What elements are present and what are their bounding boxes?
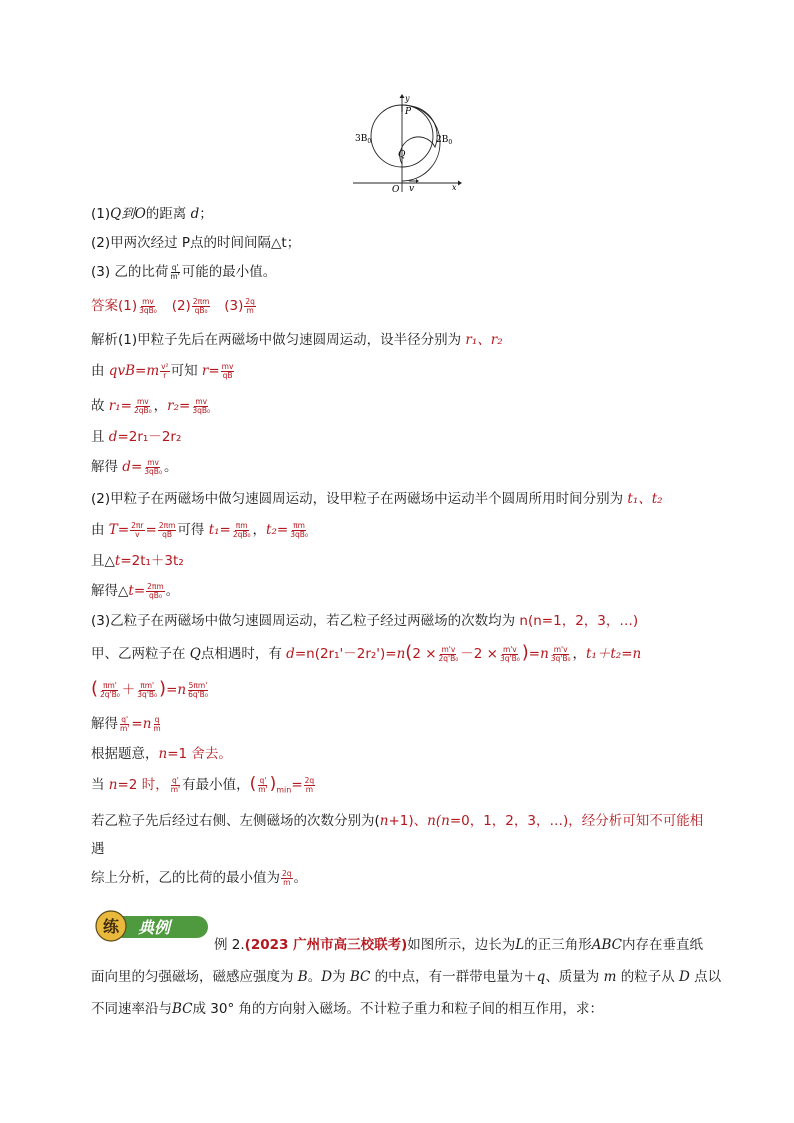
y-axis-arrow [400,94,405,98]
magnetic-field-figure [350,92,465,194]
analysis-line-15: 当 n=2 时， $\frac{q'}{m'}$ 有最小值，( $\frac{q'}{m'}$ )$_{min}=$ $\frac{2q}{m}$ [91,774,315,795]
question-1: (1)Q到O的距离 d； [91,206,213,222]
analysis-line-3: 故 r₁= $\frac{mv}{\text{2qB₀}}$ ，r₂= $\frac{mv}{\text{3qB₀}}$ [91,396,211,415]
analysis-line-13: 解得 $\frac{q'}{m'}$ =n $\frac{q}{m}$ [91,714,161,733]
analysis-line-12: ( $\frac{\pi m'}{\text{2q'B₀}}$ ＋ $\frac{\pi m'}{\text{3q'B₀}}$ )=n $\frac{5\pi m'}{\text{6q'B₀}}$ [91,678,208,699]
point-p-label: P [405,107,412,117]
velocity-label: v [409,184,415,194]
point-q-label: Q [398,150,406,160]
x-axis-arrow [458,181,462,186]
analysis-line-17: 遇 [91,841,105,857]
answer-line: 答案(1) $\frac{mv}{\text{3qB₀}}$ (2) $\frac{2\pi m}{\text{qB₀}}$ (3) $\frac{2q}{m}$ [91,296,255,315]
analysis-line-11: 甲、乙两粒子在 Q点相遇时，有 d=n(2r₁'－2r₂')=n(2 × $\frac{m'v}{\text{2q'B₀}}$ －2 × $\frac{m'v}{\text{3q'B₀}}$ )=n $\frac{m'v}{\text{3q'B₀}}$ ，t₁＋t₂=n [91,642,642,663]
analysis-line-1: 解析(1)甲粒子先后在两磁场中做匀速圆周运动，设半径分别为 r₁、r₂ [91,332,503,348]
analysis-line-5: 解得 d= $\frac{mv}{\text{3qB₀}}$ 。 [91,457,178,476]
figure-svg [350,92,465,194]
right-field-label: $2B_0$ [436,135,453,146]
question-2: (2)甲两次经过 P点的时间间隔△t； [91,235,301,251]
analysis-line-7: 由 T= $\frac{2\pi r}{v}$ = $\frac{2\pi m}{qB}$ 可得 t₁= $\frac{\pi m}{\text{2qB₀}}$ ，t₂= $\frac{\pi m}{\text{3qB₀}}$ [91,520,308,539]
analysis-line-9: 解得△t= $\frac{2\pi m}{\text{qB₀}}$ 。 [91,581,180,600]
example-line-1: 例 2.(2023 广州市高三校联考)如图所示，边长为L的正三角形ABC内存在垂直纸 [214,937,704,953]
analysis-line-6: (2)甲粒子在两磁场中做匀速圆周运动，设甲粒子在两磁场中运动半个圆周所用时间分别为 t₁、t₂ [91,491,663,507]
example-line-2: 面向里的匀强磁场，磁感应强度为 B。D为 BC 的中点，有一群带电量为＋q、质量为 m 的粒子从 D 点以 [91,969,722,985]
analysis-line-18: 综上分析，乙的比荷的最小值为 $\frac{2q}{m}$ 。 [91,868,308,887]
left-field-label: $3B_0$ [355,134,372,145]
analysis-line-4: 且 d=2r₁－2r₂ [91,429,182,445]
analysis-line-10: (3)乙粒子在两磁场中做匀速圆周运动，若乙粒子经过两磁场的次数均为 n(n=1，2，3，…) [91,613,639,629]
analysis-line-2: 由 qvB=m $\frac{\text{v²}}{r}$ 可知 r= $\frac{mv}{qB}$ [91,361,234,380]
axis-x-label: x [452,183,457,192]
example-badge [92,909,210,943]
badge-char: 练 [102,917,120,936]
origin-label: O [392,185,400,194]
question-3: (3) 乙的比荷 $\frac{q'}{m'}$ 可能的最小值。 [91,262,277,281]
badge-text: 典例 [137,918,171,937]
analysis-line-16: 若乙粒子先后经过右侧、左侧磁场的次数分别为(n+1)、n(n=0，1，2，3，…)，经分析可知不可能相 [91,813,704,829]
example-line-3: 不同速率沿与BC成 30° 角的方向射入磁场。不计粒子重力和粒子间的相互作用，求： [91,1001,604,1017]
axis-y-label: y [405,94,410,103]
analysis-line-8: 且△t=2t₁＋3t₂ [91,553,184,569]
analysis-line-14: 根据题意，n=1 舍去。 [91,746,232,762]
